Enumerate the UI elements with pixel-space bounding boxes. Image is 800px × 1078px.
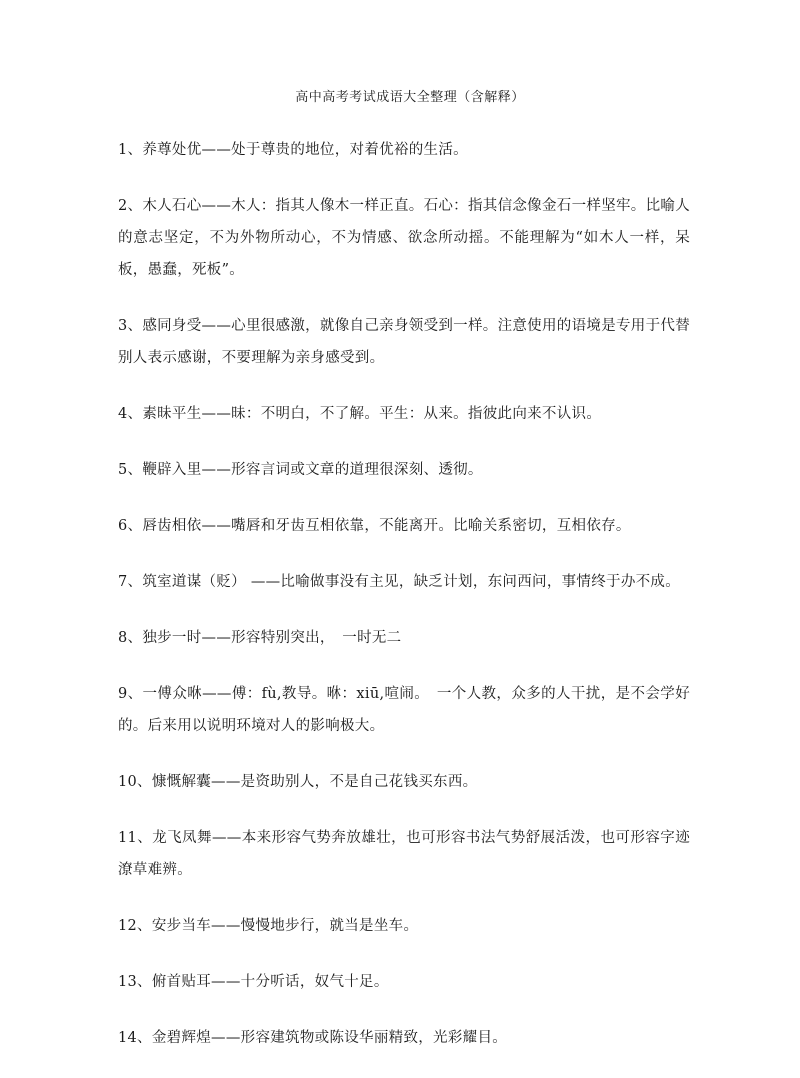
idiom-entry: 11、龙飞凤舞——本来形容气势奔放雄壮，也可形容书法气势舒展活泼，也可形容字迹潦草难辨。 (118, 830, 690, 878)
idiom-entry: 4、素昧平生——昧：不明白，不了解。平生：从来。指彼此向来不认识。 (118, 406, 602, 422)
idiom-entry: 13、俯首贴耳——十分听话，奴气十足。 (118, 974, 389, 990)
idiom-entry: 1、养尊处优——处于尊贵的地位，对着优裕的生活。 (118, 142, 468, 158)
idiom-entry: 2、木人石心——木人：指其人像木一样正直。石心：指其信念像金石一样坚牢。比喻人的意志坚定，不为外物所动心，不为情感、欲念所动摇。不能理解为“如木人一样，呆板，愚蠢，死板”。 (118, 198, 690, 278)
idiom-entry: 6、唇齿相依——嘴唇和牙齿互相依靠，不能离开。比喻关系密切，互相依存。 (118, 518, 631, 534)
idiom-entry: 9、一傅众咻——傅：fù,教导。咻：xiū,喧闹。 一个人教，众多的人干扰，是不会学好的。后来用以说明环境对人的影响极大。 (118, 686, 690, 734)
idiom-entry: 5、鞭辟入里——形容言词或文章的道理很深刻、透彻。 (118, 462, 483, 478)
idiom-entry: 10、慷慨解囊——是资助别人，不是自己花钱买东西。 (118, 774, 478, 790)
idiom-entry: 8、独步一时——形容特别突出， 一时无二 (118, 630, 402, 646)
idiom-entry: 14、金碧辉煌——形容建筑物或陈设华丽精致，光彩耀目。 (118, 1030, 508, 1046)
idiom-entry: 12、安步当车——慢慢地步行，就当是坐车。 (118, 918, 419, 934)
idiom-entry: 7、筑室道谋（贬） ——比喻做事没有主见，缺乏计划，东问西问，事情终于办不成。 (118, 574, 681, 590)
document-title: 高中高考考试成语大全整理（含解释） (295, 90, 525, 105)
idiom-entry: 3、感同身受——心里很感激，就像自己亲身领受到一样。注意使用的语境是专用于代替别人表示感谢，不要理解为亲身感受到。 (118, 318, 690, 366)
idiom-list (118, 134, 690, 1078)
